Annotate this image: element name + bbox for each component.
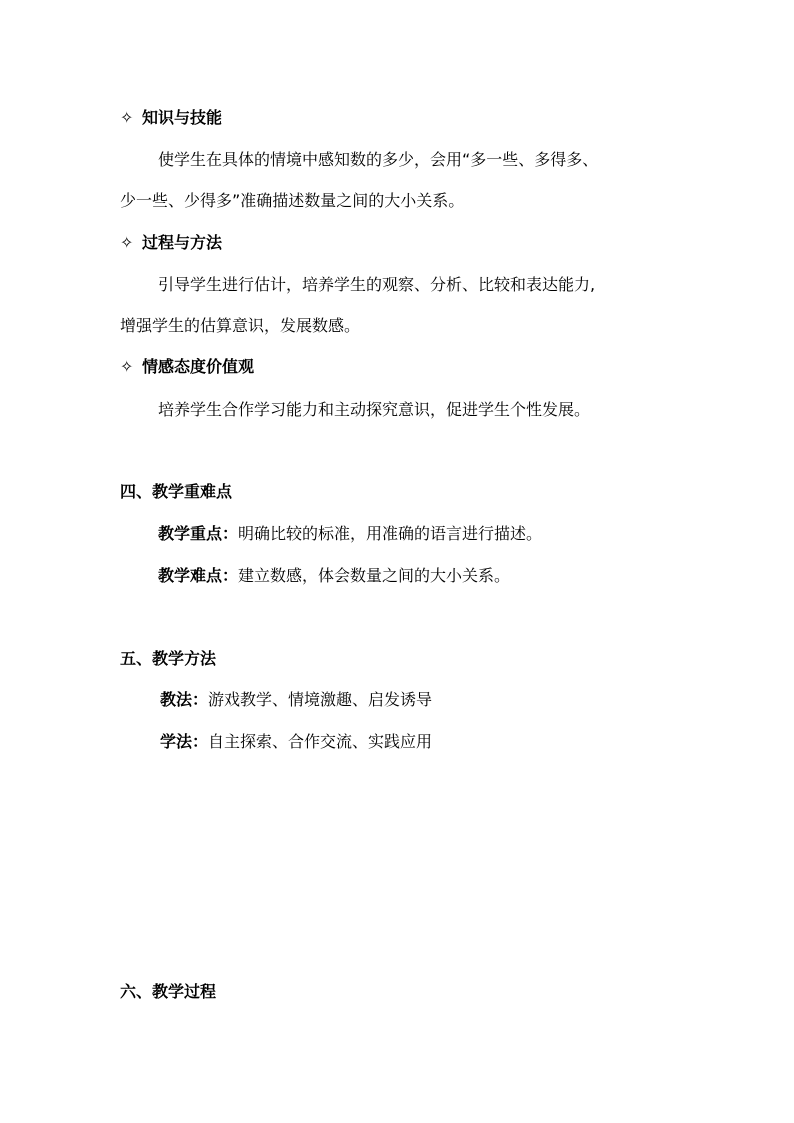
knowledge-line-2: 少一些、少得多”准确描述数量之间的大小关系。 bbox=[120, 191, 465, 210]
emotion-heading bbox=[120, 356, 254, 378]
process-line-1: 引导学生进行估计，培养学生的观察、分析、比较和表达能力, bbox=[158, 275, 596, 294]
emotion-heading-text: 情感态度价值观 bbox=[142, 357, 255, 376]
knowledge-heading bbox=[120, 107, 222, 129]
section6-heading: 六、教学过程 bbox=[120, 982, 217, 1001]
knowledge-heading-text: 知识与技能 bbox=[142, 108, 223, 127]
process-line-2: 增强学生的估算意识，发展数感。 bbox=[120, 316, 361, 335]
learning-method-text: 自主探索、合作交流、实践应用 bbox=[208, 732, 433, 751]
difficulty-text: 建立数感，体会数量之间的大小关系。 bbox=[238, 566, 511, 585]
emotion-line-1: 培养学生合作学习能力和主动探究意识，促进学生个性发展。 bbox=[158, 400, 591, 419]
process-heading bbox=[120, 232, 222, 254]
learning-method-label: 学法： bbox=[160, 732, 209, 751]
key-point-text: 明确比较的标准，用准确的语言进行描述。 bbox=[238, 524, 543, 543]
teaching-method-text: 游戏教学、情境激趣、启发诱导 bbox=[208, 690, 433, 709]
knowledge-line-1: 使学生在具体的情境中感知数的多少，会用“多一些、多得多、 bbox=[158, 150, 599, 169]
difficulty-row bbox=[158, 565, 510, 587]
diamond-bullet-icon: ✧ bbox=[120, 233, 134, 252]
difficulty-label: 教学难点： bbox=[158, 566, 239, 585]
learning-method-row bbox=[160, 731, 432, 753]
section5-heading: 五、教学方法 bbox=[120, 649, 217, 668]
process-heading-text: 过程与方法 bbox=[142, 233, 223, 252]
diamond-bullet-icon: ✧ bbox=[120, 108, 134, 127]
teaching-method-label: 教法： bbox=[160, 690, 209, 709]
teaching-method-row bbox=[160, 689, 432, 711]
key-point-label: 教学重点： bbox=[158, 524, 239, 543]
section4-heading: 四、教学重难点 bbox=[120, 482, 233, 501]
key-point-row bbox=[158, 523, 542, 545]
diamond-bullet-icon: ✧ bbox=[120, 357, 134, 376]
